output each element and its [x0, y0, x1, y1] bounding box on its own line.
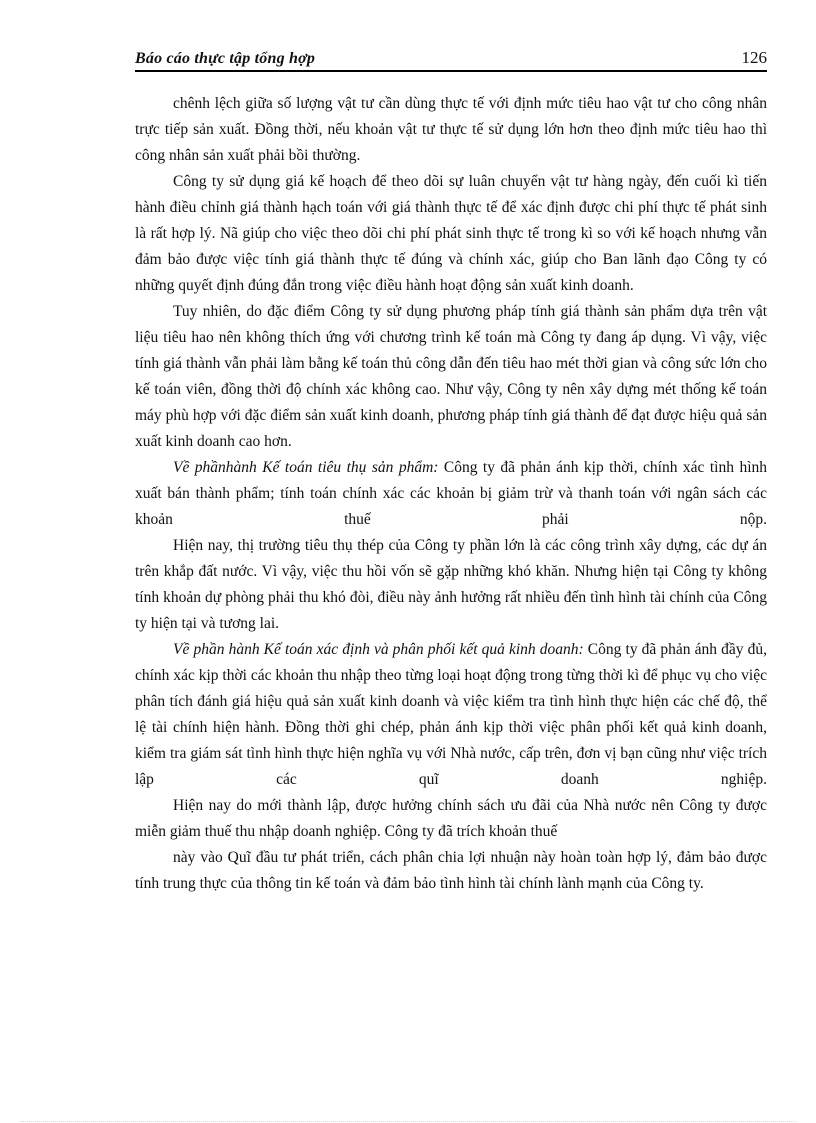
paragraph-4 [135, 455, 767, 533]
paragraph-6 [135, 637, 767, 793]
paragraph-4-text: Công ty đã phản ánh kịp thời, chính xác tình hình xuất bán thành phẩm; tính toán chính xác các khoản bị giảm trừ và thanh toán với ngân sách các khoản thuế phải nộp. [135, 459, 767, 528]
page-header [135, 48, 767, 72]
page-bottom-border [20, 1121, 796, 1122]
paragraph-7: Hiện nay do mới thành lập, được hưởng chính sách ưu đãi của Nhà nước nên Công ty được miễn giảm thuế thu nhập doanh nghiệp. Công ty đã trích khoản thuế [135, 797, 767, 840]
paragraph-6-text: Công ty đã phản ánh đầy đủ, chính xác kịp thời các khoản thu nhập theo từng loại hoạt động trong từng thời kì để phục vụ cho việc phân tích đánh giá hiệu quả sản xuất kinh doanh và việc kiểm tra tình hình thực hiện các chế độ, thể lệ tài chính hiện hành. Đồng thời ghi chép, phản ánh kịp thời việc phân phối kết quả kinh doanh, kiểm tra giám sát tình hình thực hiện nghĩa vụ với Nhà nước, cấp trên, đơn vị bạn cũng như việc trích lập các quĩ doanh nghiệp. [135, 641, 767, 788]
document-title: Báo cáo thực tập tổng hợp [135, 50, 316, 67]
paragraph-5: Hiện nay, thị trường tiêu thụ thép của Công ty phần lớn là các công trình xây dựng, các dự án trên khắp đất nước. Vì vậy, việc thu hồi vốn sẽ gặp những khó khăn. Nhưng hiện tại Công ty không tính khoản dự phòng phải thu khó đòi, điều này ảnh hưởng rất nhiều đến tình hình tài chính của Công ty hiện tại và tương lai. [135, 537, 767, 632]
paragraph-6-heading: Về phần hành Kế toán xác định và phân phối kết quả kinh doanh: [173, 641, 584, 658]
paragraph-8: này vào Quĩ đầu tư phát triển, cách phân chia lợi nhuận này hoàn toàn hợp lý, đảm bảo được tính trung thực của thông tin kế toán và đảm bảo tình hình tài chính lành mạnh của Công ty. [135, 849, 767, 892]
paragraph-4-heading: Về phầnhành Kế toán tiêu thụ sản phẩm: [173, 459, 439, 476]
document-body [135, 91, 767, 897]
page-number: 126 [741, 48, 767, 67]
paragraph-3: Tuy nhiên, do đặc điểm Công ty sử dụng phương pháp tính giá thành sản phẩm dựa trên vật liệu tiêu hao nên không thích ứng với chương trình kế toán mà Công ty đang áp dụng. Vì vậy, việc tính giá thành vẫn phải làm bằng kế toán thủ công dẫn đến tiêu hao mét thời gian và công sức lớn cho kế toán viên, đồng thời độ chính xác không cao. Như vậy, Công ty nên xây dựng mét thống kế toán máy phù hợp với đặc điểm sản xuất kinh doanh, phương pháp tính giá thành để đạt được hiệu quả sản xuất kinh doanh cao hơn. [135, 303, 767, 450]
paragraph-2: Công ty sử dụng giá kế hoạch để theo dõi sự luân chuyển vật tư hàng ngày, đến cuối kì tiến hành điều chỉnh giá thành hạch toán với giá thành thực tế để xác định được chi phí thực tế phát sinh là rất hợp lý. Nã giúp cho việc theo dõi chi phí phát sinh thực tế trong kì so với kế hoạch nhưng vẫn đảm bảo được việc tính giá thành thực tế đúng và chính xác, giúp cho Ban lãnh đạo Công ty có những quyết định đúng đắn trong việc điều hành hoạt động sản xuất kinh doanh. [135, 173, 767, 294]
paragraph-1: chênh lệch giữa số lượng vật tư cần dùng thực tế với định mức tiêu hao vật tư cho công nhân trực tiếp sản xuất. Đồng thời, nếu khoản vật tư thực tế sử dụng lớn hơn theo định mức tiêu hao thì công nhân sản xuất phải bồi thường. [135, 95, 767, 164]
